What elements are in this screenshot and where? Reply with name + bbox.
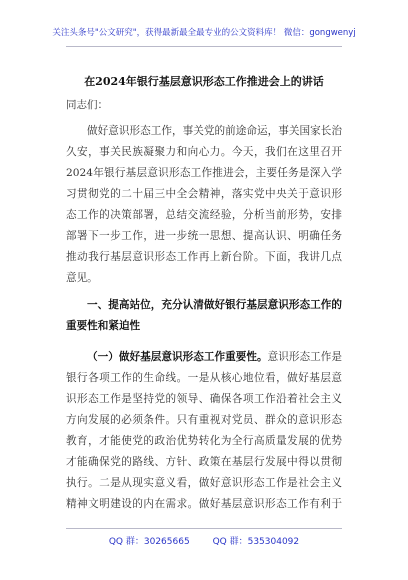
paragraph-line: 教育，才能使党的政治优势转化为全行高质量发展的优势: [66, 435, 342, 447]
paragraph-line: 久安，事关民族凝聚力和向心力。今天，我们在这里召开: [66, 146, 342, 158]
paragraph-line: 部署下一步工作，进一步统一思想、提高认识、明确任务: [66, 230, 342, 242]
heading-line: 一、提高站位，充分认清做好银行基层意识形态工作的: [87, 299, 342, 311]
document-title: 在2024年银行基层意识形态工作推进会上的讲话: [84, 75, 324, 88]
subsection-paragraph: [66, 347, 342, 515]
section-heading: [66, 295, 342, 337]
paragraph-line: 执行。二是从现实意义看，做好意识形态工作是社会主义: [66, 477, 342, 489]
paragraph-line: 银行各项工作的生命线。一是从核心地位看，做好基层意: [66, 372, 342, 384]
paragraph-line: [66, 347, 342, 368]
footer-qq-group-2: QQ 群：535304092: [212, 537, 300, 547]
salutation: 同志们：: [66, 99, 108, 111]
paragraph-line: 精神文明建设的内在需求。做好基层意识形态工作有利于: [66, 498, 342, 510]
paragraph-text: 意识形态工作是: [267, 351, 342, 363]
heading-line: 重要性和紧迫性: [66, 320, 141, 332]
paragraph-line: 习贯彻党的二十届三中全会精神，落实党中央关于意识形: [66, 188, 342, 200]
paragraph-line: 识形态工作是坚持党的领导、确保各项工作沿着社会主义: [66, 393, 342, 405]
paragraph-line: 方向发展的必须条件。只有重视对党员、群众的意识形态: [66, 414, 342, 426]
paragraph-line: 才能确保党的路线、方针、政策在基层行发展中得以贯彻: [66, 456, 342, 468]
intro-paragraph: [66, 121, 342, 289]
footer: [0, 534, 408, 547]
header-divider: [66, 46, 342, 47]
subsection-heading: （一）做好基层意识形态工作重要性。: [87, 351, 268, 363]
header-promo-note: 关注头条号"公文研究"，获得最新最全最专业的公文资料库！ 微信：gongwenyj: [52, 28, 356, 38]
paragraph-line: 意见。: [66, 272, 98, 284]
paragraph-line: 推动我行基层意识形态工作再上新台阶。下面，我讲几点: [66, 251, 342, 263]
footer-qq-group-1: QQ 群：30265665: [108, 537, 190, 547]
paragraph-line: 态工作的决策部署，总结交流经验，分析当前形势，安排: [66, 209, 342, 221]
paragraph-line: 做好意识形态工作，事关党的前途命运，事关国家长治: [87, 125, 342, 137]
paragraph-line: 2024年银行基层意识形态工作推进会，主要任务是深入学: [66, 167, 342, 179]
footer-divider: [66, 528, 342, 529]
